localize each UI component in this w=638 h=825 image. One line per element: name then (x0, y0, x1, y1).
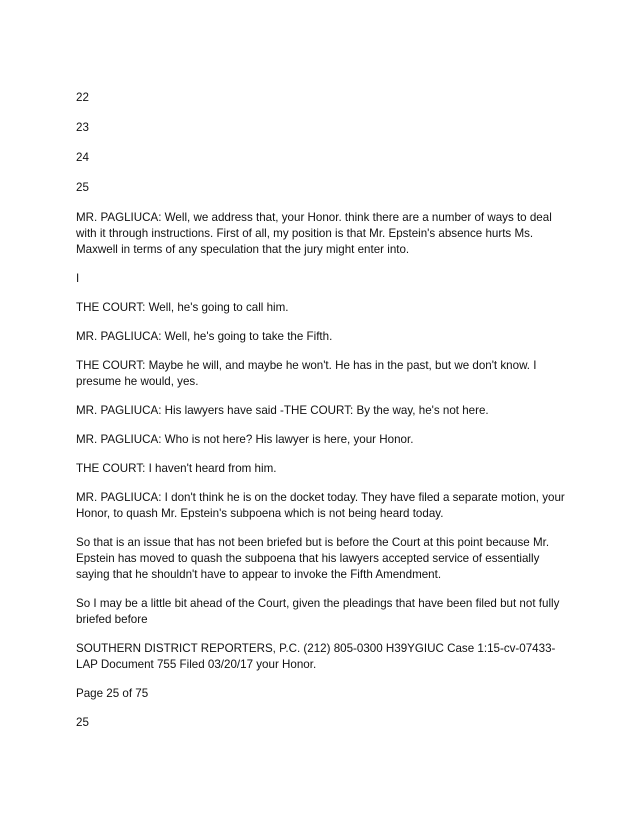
transcript-page (76, 90, 566, 744)
transcript-paragraph: So that is an issue that has not been briefed but is before the Court at this point because Mr. Epstein has moved to quash the subpoena that his lawyers accepted service of essentially saying that he shouldn't have to appear to invoke the Fifth Amendment. (76, 536, 550, 581)
transcript-paragraph: THE COURT: Well, he's going to call him. (76, 301, 289, 314)
transcript-paragraph: MR. PAGLIUCA: I don't think he is on the docket today. They have filed a separate motion, your Honor, to quash Mr. Epstein's subpoena which is not being heard today. (76, 491, 565, 520)
line-number: 24 (76, 151, 89, 164)
page-indicator: Page 25 of 75 (76, 687, 149, 700)
line-number: 22 (76, 91, 89, 104)
transcript-paragraph: MR. PAGLIUCA: Well, he's going to take the Fifth. (76, 330, 333, 343)
transcript-paragraph: THE COURT: I haven't heard from him. (76, 462, 277, 475)
page-number: 25 (76, 716, 89, 729)
transcript-paragraph: So I may be a little bit ahead of the Court, given the pleadings that have been filed but not fully briefed before (76, 597, 560, 626)
transcript-paragraph: I (76, 272, 80, 285)
transcript-paragraph: MR. PAGLIUCA: Who is not here? His lawyer is here, your Honor. (76, 433, 414, 446)
reporter-footer: SOUTHERN DISTRICT REPORTERS, P.C. (212) 805-0300 H39YGIUC Case 1:15-cv-07433-LAP Document 755 Filed 03/20/17 your Honor. (76, 642, 556, 671)
transcript-paragraph: MR. PAGLIUCA: Well, we address that, your Honor. think there are a number of ways to deal with it through instructions. First of all, my position is that Mr. Epstein's absence hurts Ms. Maxwell in terms of any speculation that the jury might enter into. (76, 211, 552, 256)
transcript-paragraph: MR. PAGLIUCA: His lawyers have said -THE COURT: By the way, he's not here. (76, 404, 489, 417)
line-number: 25 (76, 181, 89, 194)
transcript-paragraph: THE COURT: Maybe he will, and maybe he won't. He has in the past, but we don't know. I presume he would, yes. (76, 359, 537, 388)
line-number: 23 (76, 121, 89, 134)
